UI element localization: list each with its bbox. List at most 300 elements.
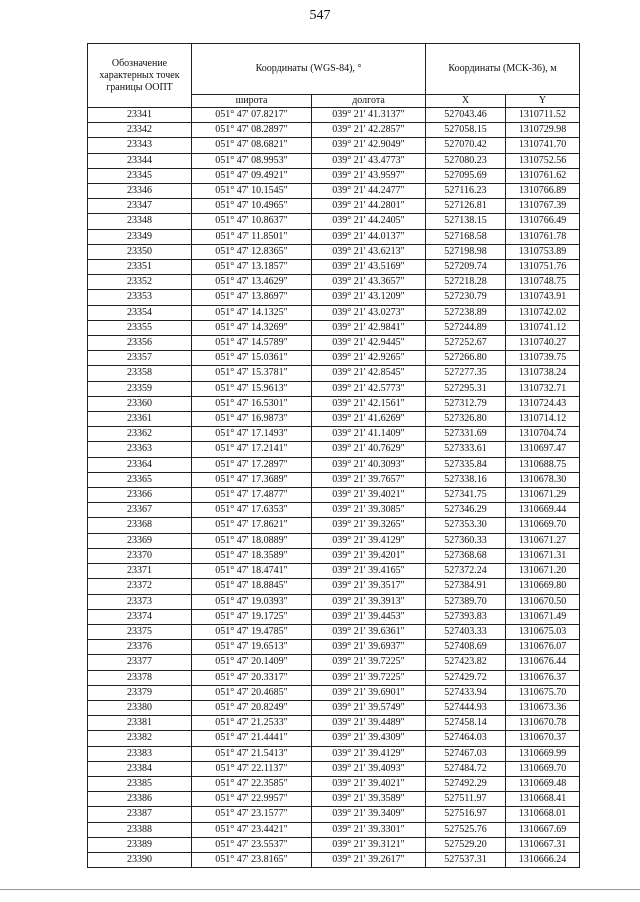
x-coordinate-cell: 527341.75 [426, 488, 506, 503]
table-row [88, 366, 580, 381]
y-coordinate-cell: 1310704.74 [506, 427, 580, 442]
y-coordinate-cell: 1310743.91 [506, 290, 580, 305]
point-id-cell: 23365 [88, 472, 192, 487]
x-coordinate-cell: 527467.03 [426, 746, 506, 761]
x-coordinate-cell: 527058.15 [426, 123, 506, 138]
longitude-cell: 039° 21' 43.6213" [312, 244, 426, 259]
y-coordinate-cell: 1310729.98 [506, 123, 580, 138]
longitude-cell: 039° 21' 43.3657" [312, 275, 426, 290]
latitude-cell: 051° 47' 20.8249" [192, 700, 312, 715]
point-id-cell: 23382 [88, 731, 192, 746]
x-coordinate-cell: 527423.82 [426, 655, 506, 670]
x-coordinate-cell: 527511.97 [426, 792, 506, 807]
x-coordinate-cell: 527516.97 [426, 807, 506, 822]
x-coordinate-cell: 527433.94 [426, 685, 506, 700]
table-row [88, 305, 580, 320]
y-coordinate-cell: 1310767.39 [506, 199, 580, 214]
x-coordinate-cell: 527252.67 [426, 336, 506, 351]
latitude-cell: 051° 47' 17.1493" [192, 427, 312, 442]
y-coordinate-cell: 1310671.49 [506, 609, 580, 624]
latitude-cell: 051° 47' 10.1545" [192, 184, 312, 199]
table-row [88, 199, 580, 214]
table-row [88, 290, 580, 305]
longitude-cell: 039° 21' 39.4165" [312, 564, 426, 579]
table-row [88, 776, 580, 791]
x-coordinate-cell: 527464.03 [426, 731, 506, 746]
latitude-cell: 051° 47' 17.3689" [192, 472, 312, 487]
table-row [88, 108, 580, 123]
y-coordinate-cell: 1310671.29 [506, 488, 580, 503]
point-id-cell: 23372 [88, 579, 192, 594]
longitude-header: долгота [312, 95, 426, 108]
table-row [88, 548, 580, 563]
latitude-cell: 051° 47' 20.4685" [192, 685, 312, 700]
y-coordinate-cell: 1310676.44 [506, 655, 580, 670]
table-row [88, 153, 580, 168]
point-id-cell: 23359 [88, 381, 192, 396]
y-coordinate-cell: 1310753.89 [506, 244, 580, 259]
table-row [88, 670, 580, 685]
x-coordinate-cell: 527360.33 [426, 533, 506, 548]
y-coordinate-cell: 1310667.69 [506, 822, 580, 837]
point-id-cell: 23344 [88, 153, 192, 168]
table-row [88, 184, 580, 199]
longitude-cell: 039° 21' 39.3589" [312, 792, 426, 807]
table-row [88, 594, 580, 609]
longitude-cell: 039° 21' 39.3409" [312, 807, 426, 822]
point-id-cell: 23373 [88, 594, 192, 609]
latitude-cell: 051° 47' 22.1137" [192, 761, 312, 776]
x-coordinate-cell: 527484.72 [426, 761, 506, 776]
table-row [88, 168, 580, 183]
longitude-cell: 039° 21' 39.3265" [312, 518, 426, 533]
latitude-cell: 051° 47' 22.3585" [192, 776, 312, 791]
x-coordinate-cell: 527168.58 [426, 229, 506, 244]
table-row [88, 503, 580, 518]
latitude-cell: 051° 47' 23.4421" [192, 822, 312, 837]
point-id-cell: 23379 [88, 685, 192, 700]
longitude-cell: 039° 21' 39.7225" [312, 655, 426, 670]
x-coordinate-cell: 527444.93 [426, 700, 506, 715]
longitude-cell: 039° 21' 39.4129" [312, 533, 426, 548]
table-row [88, 792, 580, 807]
y-coordinate-cell: 1310752.56 [506, 153, 580, 168]
table-row [88, 640, 580, 655]
table-row [88, 229, 580, 244]
latitude-cell: 051° 47' 18.0889" [192, 533, 312, 548]
y-coordinate-cell: 1310675.70 [506, 685, 580, 700]
longitude-cell: 039° 21' 42.5773" [312, 381, 426, 396]
y-coordinate-cell: 1310666.24 [506, 852, 580, 867]
x-coordinate-cell: 527529.20 [426, 837, 506, 852]
latitude-cell: 051° 47' 14.3269" [192, 320, 312, 335]
y-coordinate-cell: 1310688.75 [506, 457, 580, 472]
x-coordinate-cell: 527080.23 [426, 153, 506, 168]
table-row [88, 837, 580, 852]
longitude-cell: 039° 21' 42.9049" [312, 138, 426, 153]
point-id-cell: 23367 [88, 503, 192, 518]
latitude-cell: 051° 47' 16.5301" [192, 396, 312, 411]
y-coordinate-cell: 1310668.41 [506, 792, 580, 807]
point-id-cell: 23376 [88, 640, 192, 655]
y-coordinate-cell: 1310741.70 [506, 138, 580, 153]
y-coordinate-cell: 1310714.12 [506, 412, 580, 427]
table-row [88, 852, 580, 867]
latitude-cell: 051° 47' 19.4785" [192, 624, 312, 639]
page-bottom-rule [0, 889, 640, 890]
point-id-cell: 23375 [88, 624, 192, 639]
wgs84-group-header: Координаты (WGS-84), ° [192, 44, 426, 95]
y-coordinate-cell: 1310670.78 [506, 716, 580, 731]
y-coordinate-cell: 1310667.31 [506, 837, 580, 852]
table-row [88, 138, 580, 153]
y-coordinate-cell: 1310670.50 [506, 594, 580, 609]
x-coordinate-cell: 527368.68 [426, 548, 506, 563]
x-coordinate-cell: 527095.69 [426, 168, 506, 183]
table-row [88, 457, 580, 472]
longitude-cell: 039° 21' 39.2617" [312, 852, 426, 867]
longitude-cell: 039° 21' 44.2477" [312, 184, 426, 199]
point-id-cell: 23360 [88, 396, 192, 411]
latitude-cell: 051° 47' 15.0361" [192, 351, 312, 366]
longitude-cell: 039° 21' 39.4201" [312, 548, 426, 563]
y-coordinate-cell: 1310668.01 [506, 807, 580, 822]
point-id-cell: 23374 [88, 609, 192, 624]
y-coordinate-cell: 1310732.71 [506, 381, 580, 396]
point-id-cell: 23387 [88, 807, 192, 822]
table-row [88, 488, 580, 503]
y-coordinate-cell: 1310748.75 [506, 275, 580, 290]
point-id-cell: 23383 [88, 746, 192, 761]
table-row [88, 700, 580, 715]
table-row [88, 396, 580, 411]
longitude-cell: 039° 21' 39.6361" [312, 624, 426, 639]
latitude-cell: 051° 47' 21.2533" [192, 716, 312, 731]
table-header [88, 44, 580, 108]
table-row [88, 624, 580, 639]
longitude-cell: 039° 21' 41.1409" [312, 427, 426, 442]
latitude-cell: 051° 47' 20.3317" [192, 670, 312, 685]
point-column-header: Обозначение характерных точек границы ООПТ [88, 44, 192, 108]
latitude-header: широта [192, 95, 312, 108]
y-coordinate-cell: 1310724.43 [506, 396, 580, 411]
x-coordinate-cell: 527209.74 [426, 260, 506, 275]
latitude-cell: 051° 47' 17.2897" [192, 457, 312, 472]
y-coordinate-cell: 1310676.07 [506, 640, 580, 655]
x-coordinate-cell: 527198.98 [426, 244, 506, 259]
latitude-cell: 051° 47' 18.4741" [192, 564, 312, 579]
point-id-cell: 23353 [88, 290, 192, 305]
latitude-cell: 051° 47' 13.8697" [192, 290, 312, 305]
x-coordinate-cell: 527537.31 [426, 852, 506, 867]
longitude-cell: 039° 21' 39.3517" [312, 579, 426, 594]
longitude-cell: 039° 21' 44.2405" [312, 214, 426, 229]
table-row [88, 685, 580, 700]
x-coordinate-cell: 527338.16 [426, 472, 506, 487]
x-coordinate-cell: 527295.31 [426, 381, 506, 396]
longitude-cell: 039° 21' 42.2857" [312, 123, 426, 138]
latitude-cell: 051° 47' 23.1577" [192, 807, 312, 822]
table-row [88, 214, 580, 229]
latitude-cell: 051° 47' 09.4921" [192, 168, 312, 183]
x-coordinate-cell: 527389.70 [426, 594, 506, 609]
y-coordinate-cell: 1310697.47 [506, 442, 580, 457]
point-id-cell: 23388 [88, 822, 192, 837]
page-number: 547 [309, 8, 331, 23]
point-id-cell: 23355 [88, 320, 192, 335]
table-row [88, 746, 580, 761]
y-coordinate-cell: 1310671.31 [506, 548, 580, 563]
longitude-cell: 039° 21' 40.7629" [312, 442, 426, 457]
longitude-cell: 039° 21' 39.4021" [312, 488, 426, 503]
table-row [88, 442, 580, 457]
point-id-cell: 23358 [88, 366, 192, 381]
point-id-cell: 23370 [88, 548, 192, 563]
point-id-cell: 23377 [88, 655, 192, 670]
latitude-cell: 051° 47' 14.5789" [192, 336, 312, 351]
latitude-cell: 051° 47' 18.3589" [192, 548, 312, 563]
x-coordinate-cell: 527312.79 [426, 396, 506, 411]
point-id-cell: 23349 [88, 229, 192, 244]
longitude-cell: 039° 21' 42.9265" [312, 351, 426, 366]
point-id-cell: 23354 [88, 305, 192, 320]
table-row [88, 564, 580, 579]
y-coordinate-cell: 1310669.48 [506, 776, 580, 791]
point-id-cell: 23386 [88, 792, 192, 807]
table-row [88, 716, 580, 731]
longitude-cell: 039° 21' 40.3093" [312, 457, 426, 472]
point-id-cell: 23341 [88, 108, 192, 123]
y-coordinate-cell: 1310766.89 [506, 184, 580, 199]
point-id-cell: 23348 [88, 214, 192, 229]
longitude-cell: 039° 21' 39.3121" [312, 837, 426, 852]
point-id-cell: 23363 [88, 442, 192, 457]
table-row [88, 655, 580, 670]
longitude-cell: 039° 21' 42.9445" [312, 336, 426, 351]
y-header: Y [506, 95, 580, 108]
latitude-cell: 051° 47' 08.6821" [192, 138, 312, 153]
latitude-cell: 051° 47' 17.6353" [192, 503, 312, 518]
y-coordinate-cell: 1310671.20 [506, 564, 580, 579]
y-coordinate-cell: 1310740.27 [506, 336, 580, 351]
longitude-cell: 039° 21' 39.4093" [312, 761, 426, 776]
y-coordinate-cell: 1310738.24 [506, 366, 580, 381]
x-coordinate-cell: 527403.33 [426, 624, 506, 639]
longitude-cell: 039° 21' 42.9841" [312, 320, 426, 335]
y-coordinate-cell: 1310741.12 [506, 320, 580, 335]
y-coordinate-cell: 1310669.70 [506, 518, 580, 533]
point-id-cell: 23364 [88, 457, 192, 472]
x-coordinate-cell: 527384.91 [426, 579, 506, 594]
x-coordinate-cell: 527126.81 [426, 199, 506, 214]
table-row [88, 807, 580, 822]
point-id-cell: 23357 [88, 351, 192, 366]
y-coordinate-cell: 1310669.99 [506, 746, 580, 761]
x-coordinate-cell: 527266.80 [426, 351, 506, 366]
table-row [88, 518, 580, 533]
point-id-cell: 23356 [88, 336, 192, 351]
longitude-cell: 039° 21' 43.9597" [312, 168, 426, 183]
point-id-cell: 23347 [88, 199, 192, 214]
table-body [88, 108, 580, 868]
point-id-cell: 23371 [88, 564, 192, 579]
longitude-cell: 039° 21' 43.1209" [312, 290, 426, 305]
longitude-cell: 039° 21' 44.2801" [312, 199, 426, 214]
longitude-cell: 039° 21' 43.4773" [312, 153, 426, 168]
x-coordinate-cell: 527372.24 [426, 564, 506, 579]
x-coordinate-cell: 527492.29 [426, 776, 506, 791]
latitude-cell: 051° 47' 07.8217" [192, 108, 312, 123]
x-coordinate-cell: 527244.89 [426, 320, 506, 335]
y-coordinate-cell: 1310678.30 [506, 472, 580, 487]
x-coordinate-cell: 527346.29 [426, 503, 506, 518]
latitude-cell: 051° 47' 23.5537" [192, 837, 312, 852]
y-coordinate-cell: 1310669.44 [506, 503, 580, 518]
longitude-cell: 039° 21' 39.3913" [312, 594, 426, 609]
x-coordinate-cell: 527429.72 [426, 670, 506, 685]
table-row [88, 123, 580, 138]
longitude-cell: 039° 21' 39.4021" [312, 776, 426, 791]
longitude-cell: 039° 21' 39.7657" [312, 472, 426, 487]
coordinates-table [87, 43, 580, 868]
longitude-cell: 039° 21' 43.0273" [312, 305, 426, 320]
x-coordinate-cell: 527116.23 [426, 184, 506, 199]
latitude-cell: 051° 47' 16.9873" [192, 412, 312, 427]
latitude-cell: 051° 47' 11.8501" [192, 229, 312, 244]
point-id-cell: 23378 [88, 670, 192, 685]
y-coordinate-cell: 1310742.02 [506, 305, 580, 320]
table-row [88, 761, 580, 776]
longitude-cell: 039° 21' 39.6937" [312, 640, 426, 655]
table-row [88, 381, 580, 396]
point-id-cell: 23362 [88, 427, 192, 442]
x-coordinate-cell: 527326.80 [426, 412, 506, 427]
y-coordinate-cell: 1310711.52 [506, 108, 580, 123]
point-id-cell: 23350 [88, 244, 192, 259]
table-row [88, 609, 580, 624]
latitude-cell: 051° 47' 19.6513" [192, 640, 312, 655]
latitude-cell: 051° 47' 13.4629" [192, 275, 312, 290]
x-header: X [426, 95, 506, 108]
longitude-cell: 039° 21' 41.3137" [312, 108, 426, 123]
y-coordinate-cell: 1310669.80 [506, 579, 580, 594]
latitude-cell: 051° 47' 18.8845" [192, 579, 312, 594]
latitude-cell: 051° 47' 14.1325" [192, 305, 312, 320]
y-coordinate-cell: 1310675.03 [506, 624, 580, 639]
point-id-cell: 23343 [88, 138, 192, 153]
table-row [88, 412, 580, 427]
x-coordinate-cell: 527525.76 [426, 822, 506, 837]
y-coordinate-cell: 1310670.37 [506, 731, 580, 746]
table-row [88, 427, 580, 442]
table-row [88, 472, 580, 487]
point-id-cell: 23361 [88, 412, 192, 427]
point-id-cell: 23385 [88, 776, 192, 791]
table-row [88, 351, 580, 366]
point-id-cell: 23346 [88, 184, 192, 199]
x-coordinate-cell: 527458.14 [426, 716, 506, 731]
y-coordinate-cell: 1310766.49 [506, 214, 580, 229]
table-row [88, 336, 580, 351]
x-coordinate-cell: 527043.46 [426, 108, 506, 123]
latitude-cell: 051° 47' 08.9953" [192, 153, 312, 168]
x-coordinate-cell: 527138.15 [426, 214, 506, 229]
x-coordinate-cell: 527230.79 [426, 290, 506, 305]
y-coordinate-cell: 1310671.27 [506, 533, 580, 548]
longitude-cell: 039° 21' 39.6901" [312, 685, 426, 700]
point-id-cell: 23381 [88, 716, 192, 731]
y-coordinate-cell: 1310739.75 [506, 351, 580, 366]
latitude-cell: 051° 47' 17.8621" [192, 518, 312, 533]
y-coordinate-cell: 1310669.70 [506, 761, 580, 776]
y-coordinate-cell: 1310761.62 [506, 168, 580, 183]
table-row [88, 275, 580, 290]
point-id-cell: 23369 [88, 533, 192, 548]
msk36-group-header: Координаты (МСК-36), м [426, 44, 580, 95]
longitude-cell: 039° 21' 39.5749" [312, 700, 426, 715]
x-coordinate-cell: 527331.69 [426, 427, 506, 442]
latitude-cell: 051° 47' 17.4877" [192, 488, 312, 503]
x-coordinate-cell: 527218.28 [426, 275, 506, 290]
x-coordinate-cell: 527408.69 [426, 640, 506, 655]
latitude-cell: 051° 47' 23.8165" [192, 852, 312, 867]
latitude-cell: 051° 47' 15.3781" [192, 366, 312, 381]
longitude-cell: 039° 21' 39.3085" [312, 503, 426, 518]
table-row [88, 579, 580, 594]
longitude-cell: 039° 21' 39.4489" [312, 716, 426, 731]
longitude-cell: 039° 21' 39.4453" [312, 609, 426, 624]
y-coordinate-cell: 1310673.36 [506, 700, 580, 715]
latitude-cell: 051° 47' 19.0393" [192, 594, 312, 609]
longitude-cell: 039° 21' 43.5169" [312, 260, 426, 275]
x-coordinate-cell: 527277.35 [426, 366, 506, 381]
point-id-cell: 23345 [88, 168, 192, 183]
latitude-cell: 051° 47' 22.9957" [192, 792, 312, 807]
longitude-cell: 039° 21' 44.0137" [312, 229, 426, 244]
longitude-cell: 039° 21' 42.8545" [312, 366, 426, 381]
y-coordinate-cell: 1310676.37 [506, 670, 580, 685]
y-coordinate-cell: 1310761.78 [506, 229, 580, 244]
table-row [88, 731, 580, 746]
point-id-cell: 23380 [88, 700, 192, 715]
table-row [88, 533, 580, 548]
longitude-cell: 039° 21' 41.6269" [312, 412, 426, 427]
latitude-cell: 051° 47' 10.4965" [192, 199, 312, 214]
x-coordinate-cell: 527070.42 [426, 138, 506, 153]
x-coordinate-cell: 527393.83 [426, 609, 506, 624]
table-row [88, 260, 580, 275]
x-coordinate-cell: 527238.89 [426, 305, 506, 320]
latitude-cell: 051° 47' 12.8365" [192, 244, 312, 259]
table-row [88, 320, 580, 335]
point-id-cell: 23351 [88, 260, 192, 275]
latitude-cell: 051° 47' 21.5413" [192, 746, 312, 761]
table-row [88, 244, 580, 259]
point-id-cell: 23352 [88, 275, 192, 290]
point-id-cell: 23390 [88, 852, 192, 867]
point-id-cell: 23389 [88, 837, 192, 852]
longitude-cell: 039° 21' 39.3301" [312, 822, 426, 837]
table-row [88, 822, 580, 837]
point-id-cell: 23368 [88, 518, 192, 533]
latitude-cell: 051° 47' 19.1725" [192, 609, 312, 624]
point-id-cell: 23366 [88, 488, 192, 503]
longitude-cell: 039° 21' 39.7225" [312, 670, 426, 685]
latitude-cell: 051° 47' 17.2141" [192, 442, 312, 457]
longitude-cell: 039° 21' 42.1561" [312, 396, 426, 411]
longitude-cell: 039° 21' 39.4309" [312, 731, 426, 746]
latitude-cell: 051° 47' 21.4441" [192, 731, 312, 746]
